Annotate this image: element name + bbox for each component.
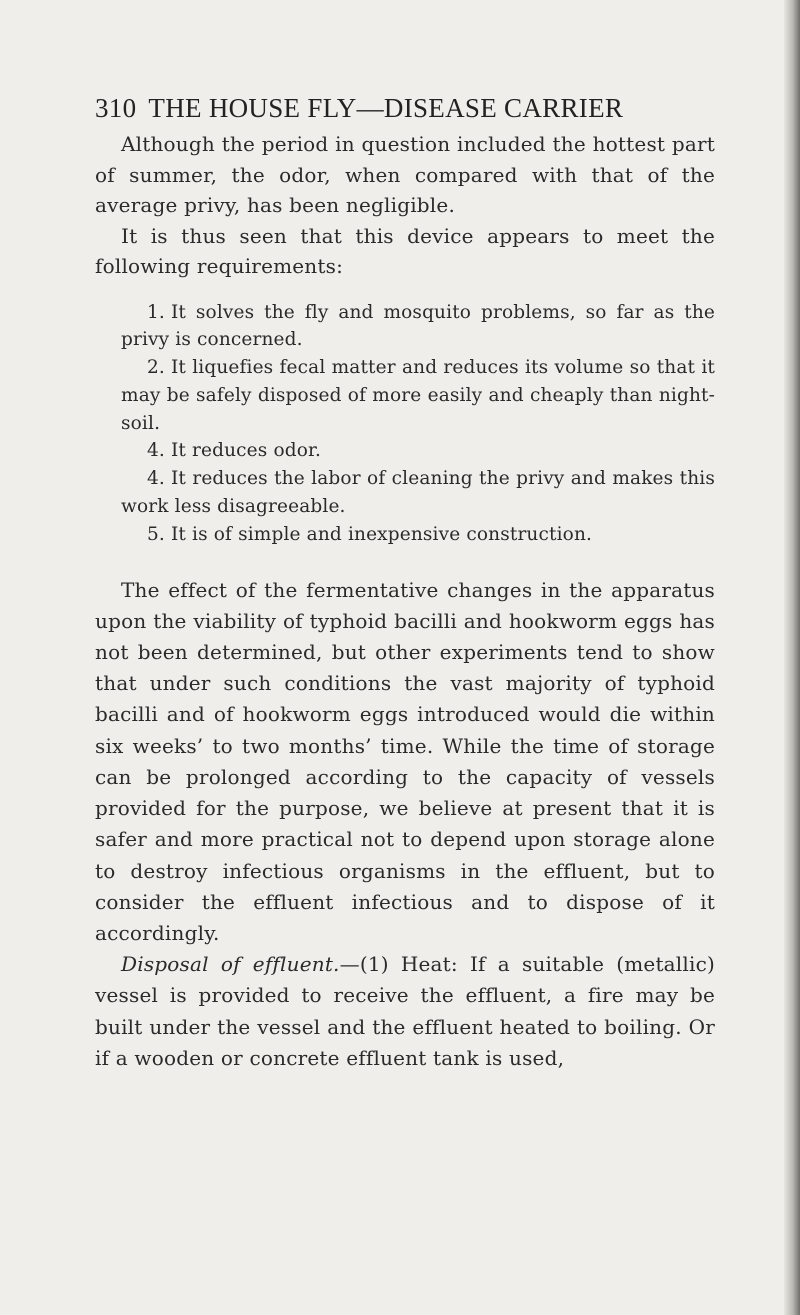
list-item-text: It reduces odor.: [170, 440, 322, 462]
book-page: [95, 92, 715, 1074]
paragraph: It is thus seen that this device appears to meet the following requirements:: [95, 223, 715, 278]
page-edge-shadow: [784, 0, 800, 1315]
paragraph: [95, 949, 715, 1074]
running-title: THE HOUSE FLY—DISEASE CARRIER: [148, 93, 624, 123]
list-item: [121, 465, 715, 521]
list-item-number: 4.: [147, 440, 165, 462]
list-item-text: It liquefies fecal matter and reduces its volume so that it may be safely disposed of more easily and cheaply than night-soil.: [121, 357, 715, 434]
page-number: 310: [95, 93, 137, 123]
paragraph: The effect of the fermentative changes in the apparatus upon the viability of typhoid bacilli and hookworm eggs has not been determined, but other experiments tend to show that under such conditions the vast majority of typhoid bacilli and of hookworm eggs introduced would die within six weeks’ to two months’ time. While the time of storage can be prolonged according to the capacity of vessels provided for the purpose, we believe at present that it is safer and more practical not to depend upon storage alone to destroy infectious organisms in the effluent, but to consider the effluent infectious and to dispose of it accordingly.: [95, 577, 715, 945]
list-item-number: 1.: [147, 301, 165, 323]
list-item: [121, 299, 715, 355]
list-item-number: 5.: [147, 523, 165, 545]
list-item-text: It solves the fly and mosquito problems, so far as the privy is concerned.: [121, 301, 715, 351]
list-item-text: It reduces the labor of cleaning the privy and makes this work less disagreeable.: [121, 468, 715, 518]
body-text: [95, 575, 715, 1074]
requirements-list: [95, 299, 715, 549]
list-item: [121, 354, 715, 437]
list-item-number: 4.: [147, 468, 165, 490]
list-item: [121, 521, 715, 549]
list-item-text: It is of simple and inexpensive construction.: [170, 523, 593, 545]
paragraph-text: —(1) Heat: If a suitable (metallic) vessel is provided to receive the effluent, a fire may be built under the vessel and the effluent heated to boiling. Or if a wooden or concrete effluent tank is used,: [95, 952, 715, 1070]
paragraph: Although the period in question included the hottest part of summer, the odor, when compared with that of the average privy, has been negligible.: [95, 132, 715, 217]
section-heading: Disposal of effluent.: [121, 952, 340, 977]
list-item: [121, 437, 715, 465]
running-head: [95, 92, 715, 124]
list-item-number: 2.: [147, 357, 165, 379]
